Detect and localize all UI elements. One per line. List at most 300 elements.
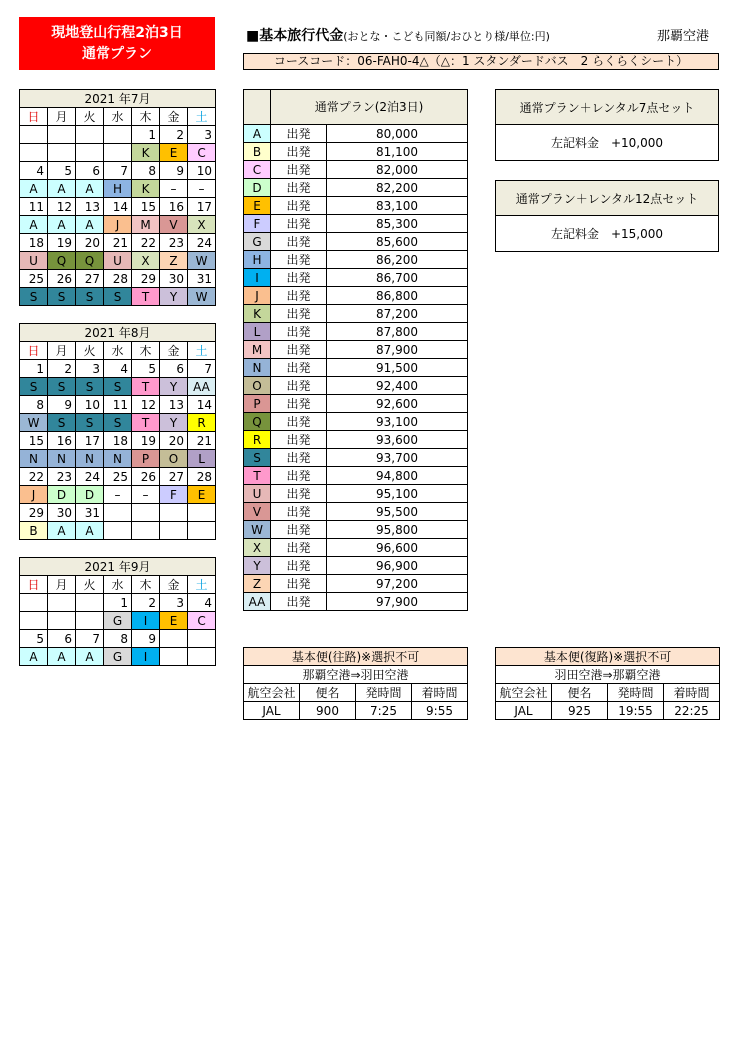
flight-grid: [243, 647, 468, 720]
depart-label: 出発: [271, 377, 327, 395]
price-code: O: [244, 377, 271, 395]
flight-title: 基本便(往路)※選択不可: [244, 648, 468, 666]
calendar-day: 25: [104, 468, 132, 486]
weekday-header: 土: [188, 576, 216, 594]
calendar-day: 9: [48, 396, 76, 414]
price-row: [244, 485, 468, 503]
flight-column-header: 発時間: [608, 684, 664, 702]
flight-cell: 22:25: [664, 702, 720, 720]
calendar-day-code: G: [104, 648, 132, 666]
calendar-day: 31: [76, 504, 104, 522]
price-row: [244, 539, 468, 557]
calendar-day: 8: [104, 630, 132, 648]
price-row: [244, 341, 468, 359]
calendar-day-code: E: [160, 612, 188, 630]
calendar-month-title: 2021 年8月: [20, 324, 216, 342]
calendar-day-code: AA: [188, 378, 216, 396]
calendar-day: 17: [76, 432, 104, 450]
price-row: [244, 161, 468, 179]
calendar-day-code: C: [188, 144, 216, 162]
price-value: 92,400: [327, 377, 468, 395]
depart-label: 出発: [271, 539, 327, 557]
calendar-day: 1: [104, 594, 132, 612]
calendar-day: 16: [48, 432, 76, 450]
price-row: [244, 557, 468, 575]
price-code: B: [244, 143, 271, 161]
price-value: 91,500: [327, 359, 468, 377]
calendar-day-code: S: [104, 378, 132, 396]
calendar-day: [188, 630, 216, 648]
price-code: C: [244, 161, 271, 179]
calendar-day-code: S: [76, 378, 104, 396]
depart-label: 出発: [271, 467, 327, 485]
calendar-day: 28: [104, 270, 132, 288]
calendar-day: [160, 630, 188, 648]
calendar-day: 23: [160, 234, 188, 252]
price-value: 86,700: [327, 269, 468, 287]
depart-label: 出発: [271, 575, 327, 593]
weekday-header: 日: [20, 108, 48, 126]
calendar-day-code: S: [20, 378, 48, 396]
depart-label: 出発: [271, 503, 327, 521]
price-code: S: [244, 449, 271, 467]
calendar-day-code: M: [132, 216, 160, 234]
calendar-day: 7: [104, 162, 132, 180]
calendar-day-code: –: [188, 180, 216, 198]
price-code: Q: [244, 413, 271, 431]
flight-column-header: 着時間: [412, 684, 468, 702]
calendar-day-code: A: [48, 648, 76, 666]
calendar-day: 4: [188, 594, 216, 612]
price-code: Z: [244, 575, 271, 593]
price-value: 94,800: [327, 467, 468, 485]
calendar-day: 24: [76, 468, 104, 486]
depart-label: 出発: [271, 413, 327, 431]
price-code: U: [244, 485, 271, 503]
calendar-day-code: E: [188, 486, 216, 504]
weekday-header: 日: [20, 576, 48, 594]
calendar-day: 6: [76, 162, 104, 180]
price-code: F: [244, 215, 271, 233]
flight-cell: 19:55: [608, 702, 664, 720]
calendar-day-code: [76, 144, 104, 162]
calendar-day: 23: [48, 468, 76, 486]
price-row: [244, 521, 468, 539]
calendar-day: 21: [104, 234, 132, 252]
calendar-day-code: [104, 522, 132, 540]
price-code: K: [244, 305, 271, 323]
calendar-day: 2: [48, 360, 76, 378]
calendar-day-code: J: [104, 216, 132, 234]
calendar-day-code: S: [48, 288, 76, 306]
calendar-day-code: L: [188, 450, 216, 468]
price-table-header: 通常プラン(2泊3日): [271, 90, 468, 125]
calendar-day-code: A: [76, 216, 104, 234]
calendar-day-code: O: [160, 450, 188, 468]
calendar-day-code: S: [76, 414, 104, 432]
calendar-day: 3: [188, 126, 216, 144]
flight-cell: 9:55: [412, 702, 468, 720]
calendar-day: [104, 126, 132, 144]
calendar-day: 14: [188, 396, 216, 414]
price-row: [244, 449, 468, 467]
price-code: I: [244, 269, 271, 287]
price-code: W: [244, 521, 271, 539]
calendar-month-title: 2021 年9月: [20, 558, 216, 576]
calendar-day-code: [48, 144, 76, 162]
calendar-day: [188, 504, 216, 522]
calendar-day-code: [160, 648, 188, 666]
flight-cell: 7:25: [356, 702, 412, 720]
calendar-day: 12: [48, 198, 76, 216]
rental-price: 左記料金 +15,000: [496, 216, 719, 252]
price-code: V: [244, 503, 271, 521]
calendar-day-code: S: [104, 414, 132, 432]
calendar-day: 3: [160, 594, 188, 612]
depart-label: 出発: [271, 179, 327, 197]
rental-title: 通常プラン＋レンタル12点セット: [496, 181, 719, 216]
outbound-flight-table: [243, 647, 468, 720]
price-row: [244, 377, 468, 395]
depart-label: 出発: [271, 251, 327, 269]
price-heading-note: (おとな・こども同額/おひとり様/単位:円): [343, 30, 550, 43]
calendar-day: 13: [160, 396, 188, 414]
calendar-day: 6: [160, 360, 188, 378]
calendar-day: [104, 504, 132, 522]
calendar-day: 20: [160, 432, 188, 450]
price-value: 83,100: [327, 197, 468, 215]
calendar-day: 4: [20, 162, 48, 180]
calendar-day: 26: [48, 270, 76, 288]
calendar-day: 18: [20, 234, 48, 252]
calendar-day: 13: [76, 198, 104, 216]
rental-price: 左記料金 +10,000: [496, 125, 719, 161]
calendar-day: 1: [20, 360, 48, 378]
calendar-table: [19, 323, 216, 540]
weekday-header: 水: [104, 108, 132, 126]
flight-column-header: 航空会社: [244, 684, 300, 702]
price-code: Y: [244, 557, 271, 575]
depart-label: 出発: [271, 431, 327, 449]
price-code: R: [244, 431, 271, 449]
calendar-day-code: S: [48, 414, 76, 432]
price-value: 87,800: [327, 323, 468, 341]
calendar-day: 4: [104, 360, 132, 378]
depart-label: 出発: [271, 305, 327, 323]
calendar-day: 11: [20, 198, 48, 216]
flight-route: 那覇空港⇒羽田空港: [244, 666, 468, 684]
calendar-day-code: N: [104, 450, 132, 468]
depart-label: 出発: [271, 197, 327, 215]
calendar-day-code: P: [132, 450, 160, 468]
calendar-day: [20, 126, 48, 144]
calendar-day-code: [76, 612, 104, 630]
price-value: 95,500: [327, 503, 468, 521]
calendar-day-code: R: [188, 414, 216, 432]
price-value: 82,200: [327, 179, 468, 197]
flight-column-header: 航空会社: [496, 684, 552, 702]
calendar-day: 19: [132, 432, 160, 450]
price-row: [244, 395, 468, 413]
calendar-day-code: D: [48, 486, 76, 504]
price-row: [244, 233, 468, 251]
calendar-day: 9: [160, 162, 188, 180]
calendar-day-code: S: [20, 288, 48, 306]
price-value: 92,600: [327, 395, 468, 413]
flight-column-header: 発時間: [356, 684, 412, 702]
price-code: E: [244, 197, 271, 215]
price-row: [244, 143, 468, 161]
calendar-day: [132, 504, 160, 522]
calendar-day-code: A: [20, 180, 48, 198]
price-row: [244, 575, 468, 593]
depart-label: 出発: [271, 143, 327, 161]
calendar-day-code: Z: [160, 252, 188, 270]
price-row: [244, 269, 468, 287]
price-corner: [244, 90, 271, 125]
calendar-day: 3: [76, 360, 104, 378]
flight-column-header: 便名: [300, 684, 356, 702]
calendar-day: 6: [48, 630, 76, 648]
calendar-day-code: [20, 612, 48, 630]
calendar-day: 5: [20, 630, 48, 648]
calendar-day-code: N: [76, 450, 104, 468]
calendar-day-code: [48, 612, 76, 630]
price-grid: [243, 89, 468, 611]
calendar-day-code: [20, 144, 48, 162]
flight-column-header: 着時間: [664, 684, 720, 702]
calendar-day: 29: [132, 270, 160, 288]
weekday-header: 火: [76, 576, 104, 594]
calendar-day-code: X: [132, 252, 160, 270]
price-row: [244, 503, 468, 521]
calendar-day: 12: [132, 396, 160, 414]
calendar-day: 15: [20, 432, 48, 450]
calendar-day-code: Y: [160, 288, 188, 306]
weekday-header: 水: [104, 342, 132, 360]
calendar-day: [48, 594, 76, 612]
calendar-day-code: S: [76, 288, 104, 306]
depart-label: 出発: [271, 341, 327, 359]
calendar-day-code: Y: [160, 378, 188, 396]
calendar-july: [19, 89, 216, 306]
calendar-day: 26: [132, 468, 160, 486]
calendar-day: [76, 126, 104, 144]
calendar-day: 5: [132, 360, 160, 378]
calendar-day: 8: [20, 396, 48, 414]
price-row: [244, 125, 468, 143]
calendar-day-code: Y: [160, 414, 188, 432]
depart-label: 出発: [271, 287, 327, 305]
price-value: 85,600: [327, 233, 468, 251]
calendar-day: 9: [132, 630, 160, 648]
price-heading-label: ■基本旅行代金: [246, 28, 344, 44]
calendar-day-code: W: [188, 252, 216, 270]
flight-route: 羽田空港⇒那覇空港: [496, 666, 720, 684]
calendar-day-code: J: [20, 486, 48, 504]
rental-12-set-box: [495, 180, 719, 252]
calendar-day: [76, 594, 104, 612]
price-value: 81,100: [327, 143, 468, 161]
calendar-day: 28: [188, 468, 216, 486]
calendar-day: 27: [76, 270, 104, 288]
price-row: [244, 197, 468, 215]
calendar-day: 2: [160, 126, 188, 144]
calendar-day-code: C: [188, 612, 216, 630]
depart-label: 出発: [271, 557, 327, 575]
calendar-day: 27: [160, 468, 188, 486]
calendar-day-code: K: [132, 144, 160, 162]
depart-label: 出発: [271, 485, 327, 503]
calendar-day: 21: [188, 432, 216, 450]
price-code: T: [244, 467, 271, 485]
price-row: [244, 287, 468, 305]
plan-title-line2: 通常プラン: [82, 45, 152, 62]
price-code: G: [244, 233, 271, 251]
calendar-day: 7: [76, 630, 104, 648]
calendar-day-code: U: [20, 252, 48, 270]
price-row: [244, 359, 468, 377]
flight-column-header: 便名: [552, 684, 608, 702]
calendar-day-code: S: [48, 378, 76, 396]
calendar-month-title: 2021 年7月: [20, 90, 216, 108]
calendar-day: 15: [132, 198, 160, 216]
calendar-day-code: W: [188, 288, 216, 306]
price-value: 87,200: [327, 305, 468, 323]
calendar-day: 16: [160, 198, 188, 216]
flight-cell: JAL: [496, 702, 552, 720]
depart-label: 出発: [271, 593, 327, 611]
course-code: コースコード：06-FAH0-4△（△：1 スタンダードバス 2 らくらくシート）: [243, 53, 719, 70]
weekday-header: 水: [104, 576, 132, 594]
price-heading: [246, 25, 550, 45]
calendar-day-code: K: [132, 180, 160, 198]
calendar-day: 5: [48, 162, 76, 180]
calendar-table: [19, 89, 216, 306]
calendar-september: [19, 557, 216, 666]
calendar-day-code: N: [48, 450, 76, 468]
calendar-day-code: [104, 144, 132, 162]
weekday-header: 月: [48, 342, 76, 360]
calendar-day: 30: [160, 270, 188, 288]
calendar-day-code: A: [48, 216, 76, 234]
calendar-day-code: N: [20, 450, 48, 468]
calendar-day: 7: [188, 360, 216, 378]
calendar-day-code: F: [160, 486, 188, 504]
depart-label: 出発: [271, 323, 327, 341]
calendar-day-code: A: [76, 180, 104, 198]
price-code: H: [244, 251, 271, 269]
price-value: 87,900: [327, 341, 468, 359]
weekday-header: 土: [188, 342, 216, 360]
price-code: X: [244, 539, 271, 557]
flight-title: 基本便(復路)※選択不可: [496, 648, 720, 666]
flight-grid: [495, 647, 720, 720]
price-value: 93,700: [327, 449, 468, 467]
price-row: [244, 413, 468, 431]
depart-label: 出発: [271, 125, 327, 143]
calendar-day: [20, 594, 48, 612]
calendar-day: [160, 504, 188, 522]
price-value: 86,200: [327, 251, 468, 269]
depart-label: 出発: [271, 233, 327, 251]
price-value: 82,000: [327, 161, 468, 179]
calendar-day-code: [132, 522, 160, 540]
price-code: L: [244, 323, 271, 341]
weekday-header: 木: [132, 342, 160, 360]
depart-label: 出発: [271, 215, 327, 233]
calendar-day-code: A: [48, 522, 76, 540]
calendar-day: 30: [48, 504, 76, 522]
weekday-header: 月: [48, 108, 76, 126]
calendar-day-code: D: [76, 486, 104, 504]
weekday-header: 木: [132, 576, 160, 594]
calendar-day: 25: [20, 270, 48, 288]
price-value: 95,800: [327, 521, 468, 539]
calendar-day-code: Q: [48, 252, 76, 270]
price-value: 93,100: [327, 413, 468, 431]
price-value: 96,600: [327, 539, 468, 557]
price-table: [243, 89, 468, 611]
calendar-table: [19, 557, 216, 666]
price-row: [244, 323, 468, 341]
price-value: 85,300: [327, 215, 468, 233]
calendar-day-code: X: [188, 216, 216, 234]
price-row: [244, 431, 468, 449]
calendar-day-code: A: [20, 648, 48, 666]
weekday-header: 金: [160, 108, 188, 126]
price-value: 97,200: [327, 575, 468, 593]
rental-7-set-box: [495, 89, 719, 161]
weekday-header: 土: [188, 108, 216, 126]
calendar-day: 17: [188, 198, 216, 216]
calendar-day: 11: [104, 396, 132, 414]
depart-label: 出発: [271, 161, 327, 179]
price-value: 95,100: [327, 485, 468, 503]
calendar-day-code: –: [132, 486, 160, 504]
return-flight-table: [495, 647, 720, 720]
calendar-day-code: T: [132, 288, 160, 306]
calendar-day: 2: [132, 594, 160, 612]
price-value: 93,600: [327, 431, 468, 449]
calendar-day: 31: [188, 270, 216, 288]
weekday-header: 火: [76, 108, 104, 126]
price-code: J: [244, 287, 271, 305]
calendar-day-code: W: [20, 414, 48, 432]
calendar-day: 14: [104, 198, 132, 216]
calendar-day-code: U: [104, 252, 132, 270]
calendar-day-code: –: [104, 486, 132, 504]
calendar-day: 24: [188, 234, 216, 252]
weekday-header: 月: [48, 576, 76, 594]
weekday-header: 金: [160, 576, 188, 594]
calendar-day: 10: [76, 396, 104, 414]
calendar-day-code: G: [104, 612, 132, 630]
price-code: N: [244, 359, 271, 377]
price-value: 80,000: [327, 125, 468, 143]
calendar-day: 22: [20, 468, 48, 486]
price-value: 97,900: [327, 593, 468, 611]
calendar-day: 10: [188, 162, 216, 180]
depart-label: 出発: [271, 269, 327, 287]
calendar-day-code: [160, 522, 188, 540]
calendar-day: 8: [132, 162, 160, 180]
calendar-day-code: [188, 648, 216, 666]
weekday-header: 日: [20, 342, 48, 360]
weekday-header: 金: [160, 342, 188, 360]
calendar-day-code: I: [132, 648, 160, 666]
flight-cell: JAL: [244, 702, 300, 720]
